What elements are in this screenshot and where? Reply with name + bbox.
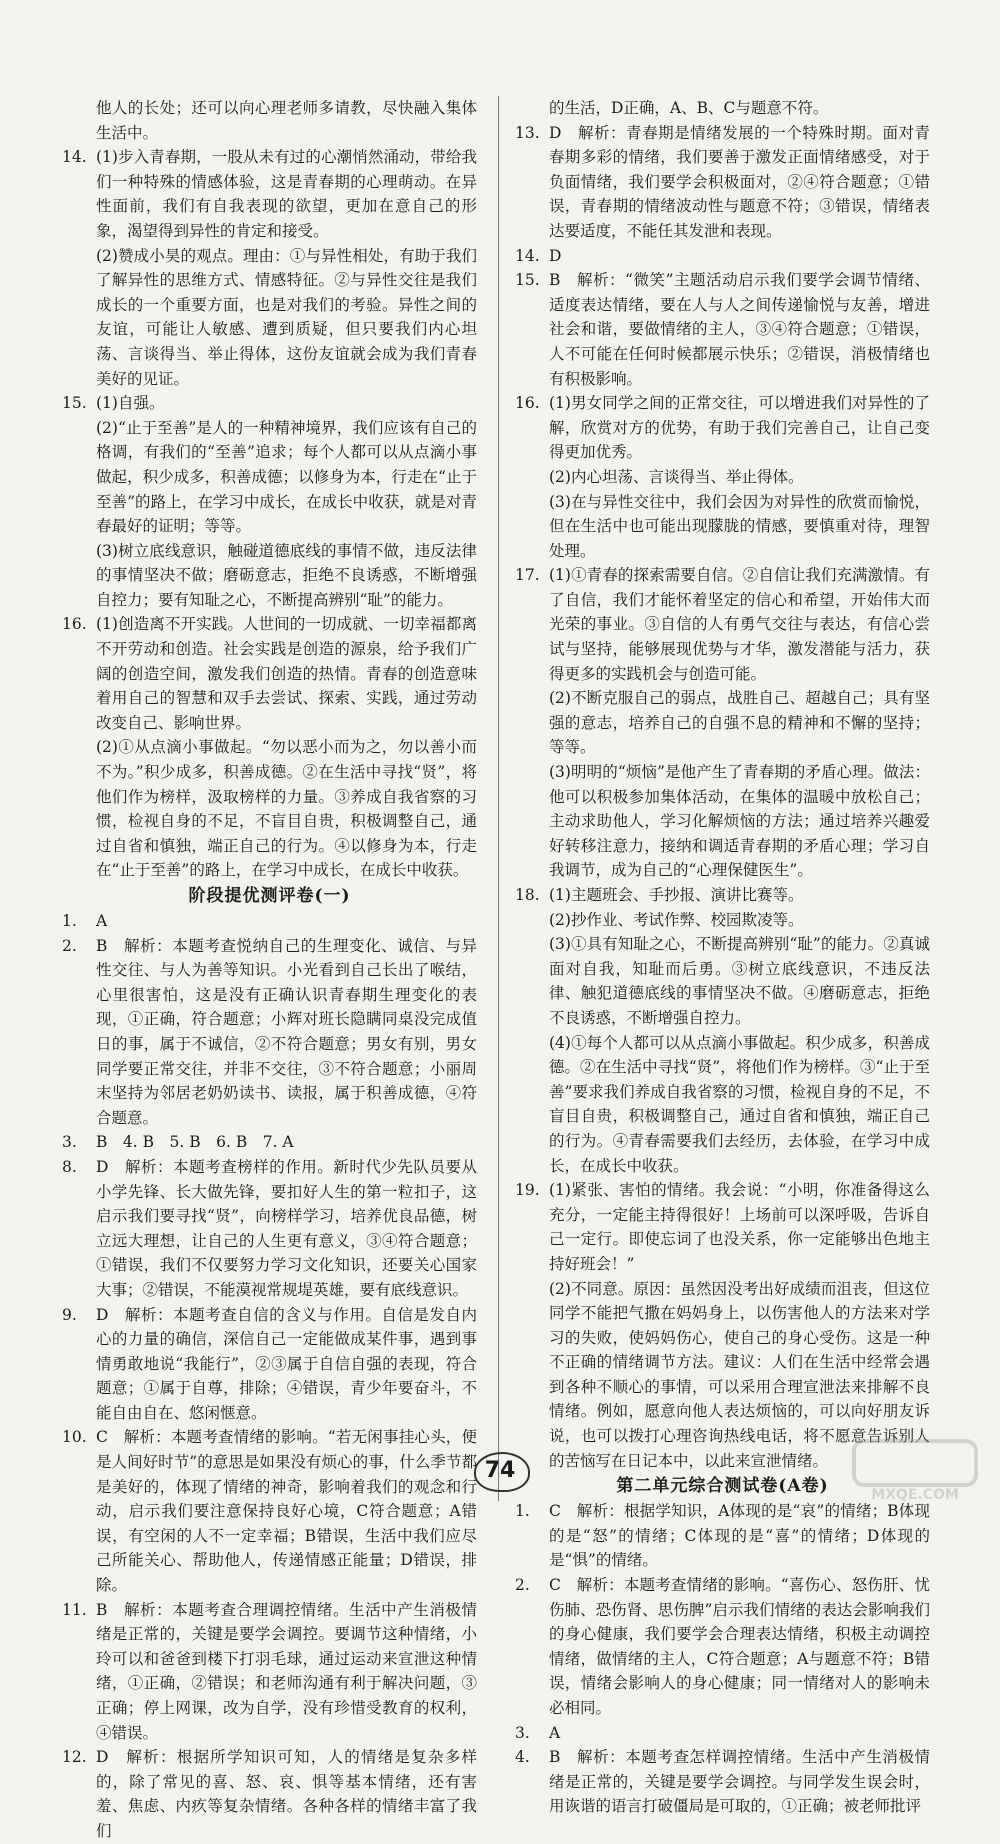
question-number — [62, 96, 96, 145]
answer-text: B 4. B 5. B 6. B 7. A — [96, 1133, 294, 1152]
question-number: 3. — [515, 1723, 530, 1742]
answer-entry — [515, 96, 930, 121]
answer-text: 的生活，D正确，A、B、C与题意不符。 — [549, 99, 829, 117]
answer-text: D 解析：本题考查榜样的作用。新时代少先队员要从小学先锋、长大做先锋，要扣好人生的第一粒扣子，这启示我们要寻找“贤”，向榜样学习，培养优良品德，树立远大理想，让自己的人生更有意义，③④符合题意；①错误，我们不仅要努力学习文化知识，还要关心国家大事；②错误，不能漠视常规堤英雄，要有底线意识。 — [96, 1157, 477, 1299]
answer-entry — [515, 1499, 930, 1573]
answer-text: C 解析：本题考查情绪的影响。“喜伤心、怒伤肝、忧伤肺、恐伤肾、思伤脾”启示我们情绪的表达会影响我们的身心健康，我们要学会合理表达情绪，积极主动调控情绪，做情绪的主人，C符合题意；A与题意不符；B错误，情绪会影响人的身心健康；同一情绪对人的影响未必相同。 — [549, 1576, 930, 1717]
right-entries-b — [515, 1499, 930, 1819]
left-column — [62, 96, 477, 1844]
answer-text: B 解析：本题考查合理调控情绪。生活中产生消极情绪是正常的，关键是要学会调控。要调节这种情绪，小玲可以和爸爸到楼下打羽毛球，通过运动来宣泄这种情绪，①正确，②错误；和老师沟通有利于解决问题，③正确；停上网课，改为自学，没有珍惜受教育的权利，④错误。 — [96, 1600, 477, 1742]
answer-entry — [62, 1155, 477, 1303]
answer-entry — [62, 145, 477, 391]
question-number: 19. — [515, 1181, 540, 1200]
question-number: 14. — [515, 246, 540, 265]
watermark-logo — [850, 1435, 980, 1505]
answer-text: (1)男女同学之间的正常交往，可以增进我们对异性的了解，欣赏对方的优势，有助于我们完善自己，让自己变得更加优秀。 (2)内心坦荡、言谈得当、举止得体。 (3)在与异性交往中，我们会因为对异性的欣赏而愉悦，但在生活中也可能出现朦胧的情感，要慎重对待，理智处理。 — [549, 394, 930, 560]
answer-entry — [515, 883, 930, 1178]
answer-text: B 解析：本题考查怎样调控情绪。生活中产生消极情绪是正常的，关键是要学会调控。与同学发生误会时，用诙谐的语言打破僵局是可取的，①正确；被老师批评 — [549, 1748, 930, 1816]
answer-text: D 解析：青春期是情绪发展的一个特殊时期。面对青春期多彩的情绪，我们要善于激发正面情绪感受，对于负面情绪，我们要学会积极面对，②④符合题意；①错误，青春期的情绪波动性与题意不符；③错误，情绪表达要适度，不能任其发泄和表现。 — [549, 123, 930, 240]
answer-text: A — [96, 912, 108, 930]
answer-entry — [515, 1745, 930, 1819]
answer-entry — [62, 1303, 477, 1426]
answer-entry — [62, 612, 477, 883]
answer-text: B 解析：“微笑”主题活动启示我们要学会调节情绪、适度表达情绪，要在人与人之间传递愉悦与友善，增进社会和谐，要做情绪的主人，③④符合题意；①错误，人不可能在任何时候都展示快乐；②错误，消极情绪也有积极影响。 — [549, 271, 930, 388]
answer-entry — [515, 1573, 930, 1721]
answer-text: (1)①青春的探索需要自信。②自信让我们充满激情。有了自信，我们才能怀着坚定的信心和希望，开始伟大而光荣的事业。③自信的人有勇气交往与表达，有信心尝试与坚持，能够展现优势与才华，激发潜能与活力，获得更多的实践机会与创造可能。 (2)不断克服自己的弱点，战胜自己、超越自己；具有坚强的意志，培养自己的自强不息的精神和不懈的坚持；等等。 (3)明明的“烦恼”是他产生了青春期的矛盾心理。做法：他可以积极参加集体活动，在集体的温暖中放松自己；主动求助他人，学习化解烦恼的方法；通过培养兴趣爱好转移注意力，接纳和调适青春期的矛盾心理；学习自我调节，成为自己的“心理保健医生”。 — [549, 566, 930, 880]
question-number: 2. — [515, 1576, 530, 1595]
page-number: 74 — [470, 1450, 530, 1490]
question-number: 16. — [62, 615, 87, 634]
question-number: 3. — [62, 1133, 77, 1152]
answer-text: (1)自强。 (2)“止于至善”是人的一种精神境界，我们应该有自己的格调，有我们的“至善”追求；每个人都可以从点滴小事做起，积少成多，积善成德；以修身为本，行走在“止于至善”的路上，在学习中成长，在成长中收获，就是对青春最好的证明；等等。 (3)树立底线意识，触碰道德底线的事情不做，违反法律的事情坚决不做；磨砺意志，拒绝不良诱惑，不断增强自控力；要有知耻之心，不断提高辨别“耻”的能力。 — [96, 394, 477, 609]
section-title-stage-test: 阶段提优测评卷(一) — [188, 886, 351, 906]
question-number: 1. — [62, 912, 77, 930]
question-number: 17. — [515, 566, 540, 585]
question-number: 11. — [62, 1600, 87, 1619]
answer-entry — [515, 1178, 930, 1473]
answer-entry — [62, 391, 477, 612]
answer-entry — [62, 909, 477, 934]
question-number — [515, 96, 549, 121]
answer-entry — [62, 1425, 477, 1597]
question-number: 15. — [515, 271, 540, 290]
question-number: 13. — [515, 123, 540, 142]
answer-text: C 解析：本题考查情绪的影响。“若无闲事挂心头，便是人间好时节”的意思是如果没有烦心的事，什么季节都是美好的，体现了情绪的神奇，影响着我们的观念和行动，启示我们要注意保持良好心境，C符合题意；A错误，有空闲的人不一定幸福；B错误，生活中我们应尽己所能关心、帮助他人，传递情感正能量；D错误，排除。 — [96, 1428, 477, 1595]
question-number: 8. — [62, 1157, 77, 1176]
answer-text: 他人的长处；还可以向心理老师多请教，尽快融入集体生活中。 — [96, 99, 477, 142]
question-number: 15. — [62, 394, 87, 413]
answer-text: B 解析：本题考查悦纳自己的生理变化、诚信、与异性交往、与人为善等知识。小光看到自己长出了喉结，心里很害怕，这是没有正确认识青春期生理变化的表现，①正确，符合题意；小辉对班长隐瞒同桌没完成值日的事，属于不诚信，②不符合题意；男女有别，男女同学要正常交往，并非不交往，③不符合题意；小丽周末坚持为邻居老奶奶读书、读报，属于积善成德，④符合题意。 — [96, 936, 477, 1127]
answer-text: (1)步入青春期，一股从未有过的心潮悄然涌动，带给我们一种特殊的情感体验，这是青春期的心理萌动。在异性面前，我们有自我表现的欲望，更加在意自己的形象，渴望得到异性的肯定和接受。 (2)赞成小昊的观点。理由：①与异性相处，有助于我们了解异性的思维方式、情感特征。②与异性交往是我们成长的一个重要方面，也是对我们的考验。异性之间的友谊，可能让人敏感、遭到质疑，但只要我们内心坦荡、言谈得当、举止得体，这份友谊就会成为我们青春美好的见证。 — [96, 148, 477, 388]
answer-text: C 解析：根据学知识，A体现的是“哀”的情绪；B体现的是“怒”的情绪；C体现的是“喜”的情绪；D体现的是“惧”的情绪。 — [549, 1502, 930, 1570]
answer-text: (1)主题班会、手抄报、演讲比赛等。 (2)抄作业、考试作弊、校园欺凌等。 (3)①具有知耻之心，不断提高辨别“耻”的能力。②真诚面对自我，知耻而后勇。③树立底线意识，不违反法律、触犯道德底线的事情坚决不做。④磨砺意志，拒绝不良诱惑，不断增强自控力。 (4)①每个人都可以从点滴小事做起。积少成多，积善成德。②在生活中寻找“贤”，将他们作为榜样。③“止于至善”要求我们养成自我省察的习惯，检视自身的不足，不盲目自贵，积极调整自己，通过自省和慎独，端正自己的行为。④青春需要我们去经历，去体验，在学习中成长，在成长中收获。 — [549, 886, 930, 1175]
answer-entry — [515, 121, 930, 244]
answer-entry — [515, 391, 930, 563]
question-number: 4. — [515, 1748, 530, 1767]
answer-entry — [515, 244, 930, 269]
answer-entry — [62, 934, 477, 1131]
answer-text: D — [549, 246, 562, 265]
answer-entry — [62, 1598, 477, 1746]
answer-text: D 解析：根据所学知识可知，人的情绪是复杂多样的，除了常见的喜、怒、哀、惧等基本情绪，还有害羞、焦虑、内疚等复杂情绪。各种各样的情绪丰富了我们 — [96, 1748, 477, 1840]
question-number: 9. — [62, 1305, 77, 1324]
answer-entry — [515, 268, 930, 391]
question-number: 18. — [515, 886, 540, 904]
question-number: 14. — [62, 148, 87, 167]
answer-text: (1)紧张、害怕的情绪。我会说：“小明，你准备得这么充分，一定能主持得很好！上场前可以深呼吸，告诉自己一定行。即使忘词了也没关系，你一定能够出色地主持好班会！” (2)不同意。原因：虽然因没考出好成绩而沮丧，但这位同学不能把气撒在妈妈身上，以伤害他人的方法来对学习的失败，使妈妈伤心，使自己的身心受伤。这是一种不正确的情绪调节方法。建议：人们在生活中经常会遇到各种不顺心的事情，可以采用合理宣泄法来排解不良情绪。例如，愿意向他人表达烦恼的，可以向好朋友诉说，也可以拨打心理咨询热线电话，将不愿意告诉别人的苦恼写在日记本中，以此来宣泄情绪。 — [549, 1181, 930, 1470]
question-number: 1. — [515, 1502, 530, 1521]
question-number: 10. — [62, 1428, 87, 1447]
section-title-unit-two-test: 第二单元综合测试卷(A卷) — [616, 1476, 829, 1497]
column-divider — [498, 96, 499, 1501]
answer-entry — [515, 1721, 930, 1746]
answer-text: (1)创造离不开实践。人世间的一切成就、一切幸福都离不开劳动和创造。社会实践是创造的源泉，给予我们广阔的创造空间，激发我们创造的热情。青春的创造意味着用自己的智慧和双手去尝试、探索、实践，通过劳动改变自己、影响世界。 (2)①从点滴小事做起。“勿以恶小而为之，勿以善小而不为。”积少成多，积善成德。②在生活中寻找“贤”，将他们作为榜样，汲取榜样的力量。③养成自我省察的习惯，检视自身的不足，不盲目自贵，积极调整自己，通过自省和慎独，端正自己的行为。④以修身为本，行走在“止于至善”的路上，在学习中成长，在成长中收获。 — [96, 615, 477, 880]
left-entries-a — [62, 96, 477, 883]
question-number: 12. — [62, 1748, 87, 1767]
answer-entry — [515, 563, 930, 883]
question-number: 16. — [515, 394, 540, 413]
answer-text: A — [549, 1723, 561, 1742]
left-entries-b — [62, 909, 477, 1844]
answer-entry — [62, 1130, 477, 1155]
answer-entry — [62, 1745, 477, 1843]
question-number: 2. — [62, 936, 77, 955]
answer-text: D 解析：本题考查自信的含义与作用。自信是发自内心的力量的确信，深信自己一定能做成某件事，遇到事情勇敢地说“我能行”，②③属于自信自强的表现，符合题意；①属于自尊，排除；④错误，青少年要奋斗，不能自由自在、悠闲惬意。 — [96, 1305, 477, 1422]
right-column — [515, 96, 930, 1819]
right-entries-a — [515, 96, 930, 1473]
svg-text:MXQE.COM: MXQE.COM — [871, 1487, 959, 1503]
answer-entry — [62, 96, 477, 145]
